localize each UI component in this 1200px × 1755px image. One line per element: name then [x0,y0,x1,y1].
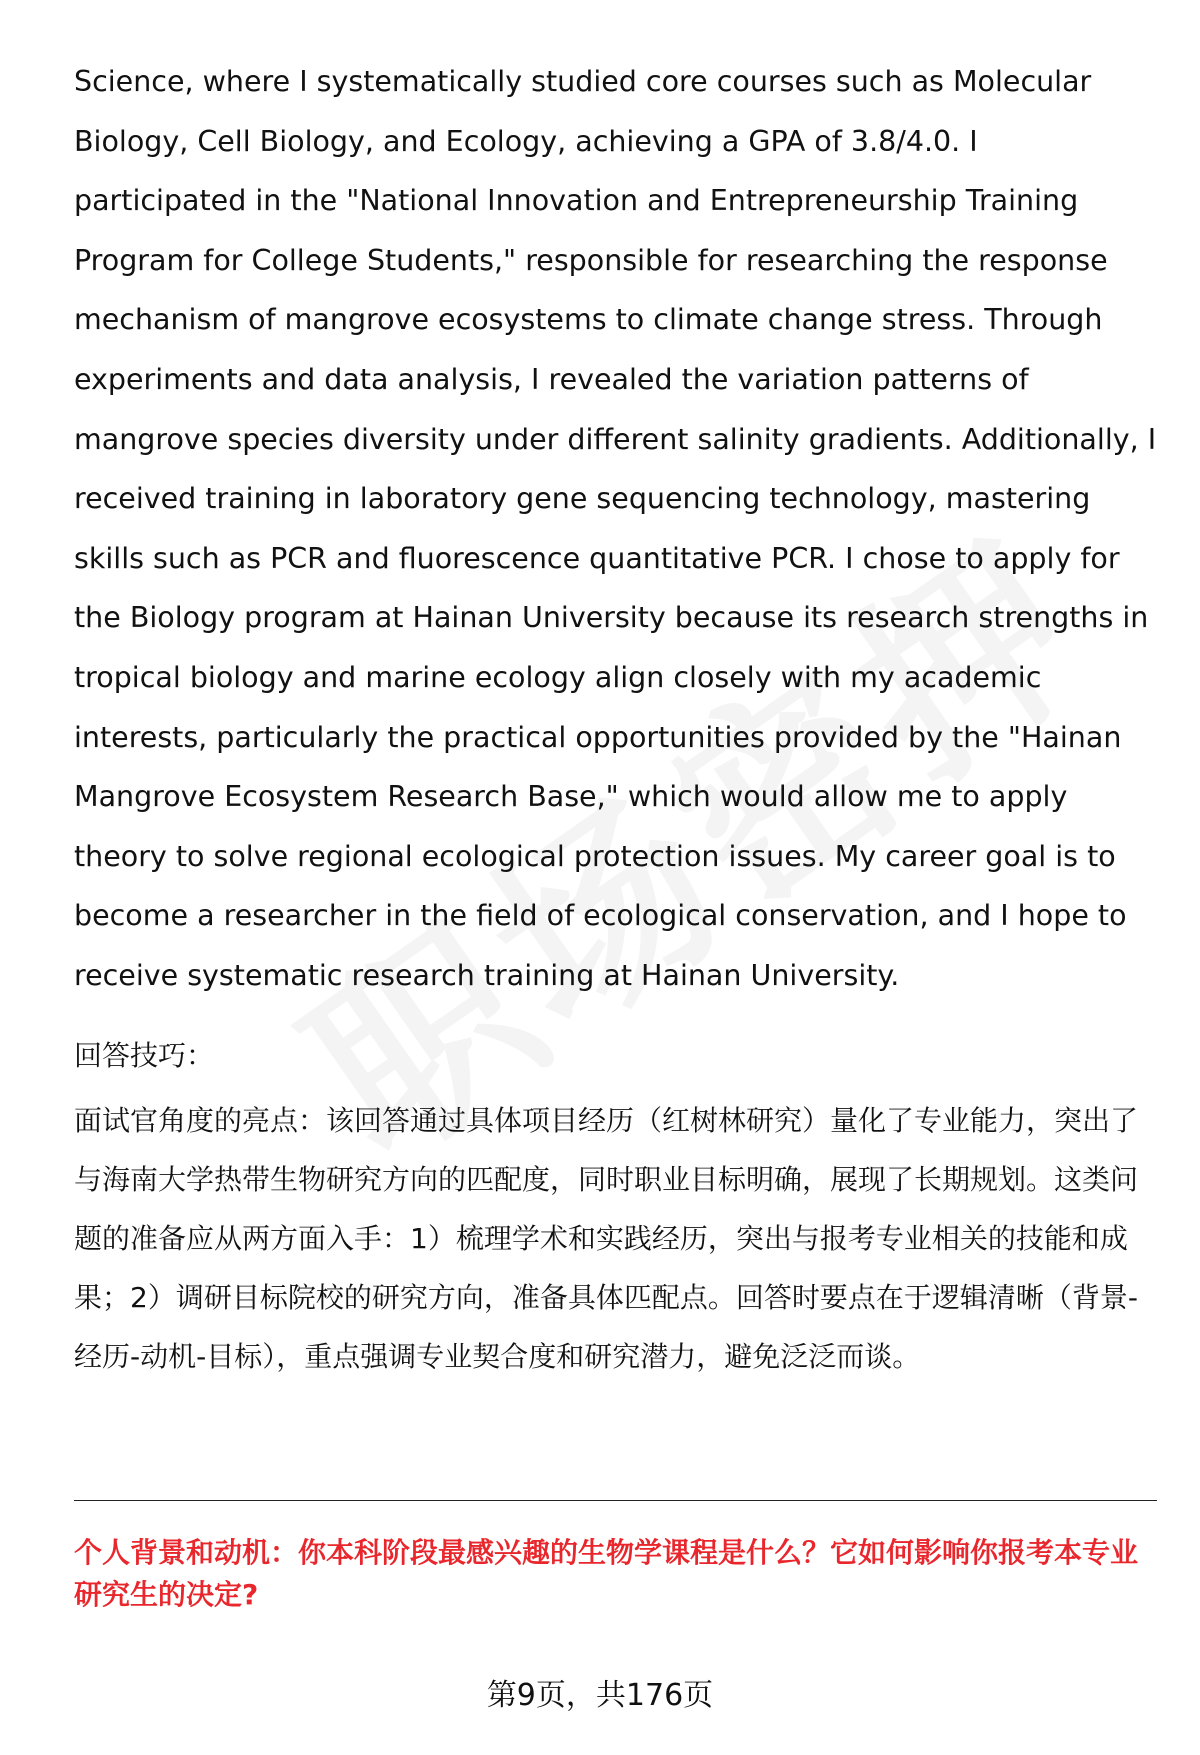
tips-body: 面试官角度的亮点：该回答通过具体项目经历（红树林研究）量化了专业能力，突出了与海南大学热带生物研究方向的匹配度，同时职业目标明确，展现了长期规划。这类问题的准备应从两方面入手：1）梳理学术和实践经历，突出与报考专业相关的技能和成果；2）调研目标院校的研究方向，准备具体匹配点。回答时要点在于逻辑清晰（背景-经历-动机-目标），重点强调专业契合度和研究潜力，避免泛泛而谈。 [74,1104,1139,1373]
answer-section [74,52,1159,1006]
section-divider [74,1500,1157,1501]
page-number: 第9页，共176页 [486,1678,714,1713]
tips-section [74,1038,1164,1386]
tips-heading: 回答技巧： [74,1039,215,1072]
next-question-heading: 个人背景和动机：你本科阶段最感兴趣的生物学课程是什么？它如何影响你报考本专业研究生的决定? [74,1536,1139,1611]
answer-paragraph: Science, where I systematically studied core courses such as Molecular Biology, Cell Biology, and Ecology, achieving a GPA of 3.8/4.0. I participated in the "National Innovation and Entrepreneurship Training Program for College Students," responsible for researching the response mechanism of mangrove ecosystems to climate change stress. Through experiments and data analysis, I revealed the variation patterns of mangrove species diversity under different salinity gradients. Additionally, I received training in laboratory gene sequencing technology, mastering skills such as PCR and fluorescence quantitative PCR. I chose to apply for the Biology program at Hainan University because its research strengths in tropical biology and marine ecology align closely with my academic interests, particularly the practical opportunities provided by the "Hainan Mangrove Ecosystem Research Base," which would allow me to apply theory to solve regional ecological protection issues. My career goal is to become a researcher in the field of ecological conservation, and I hope to receive systematic research training at Hainan University. [74,65,1157,992]
